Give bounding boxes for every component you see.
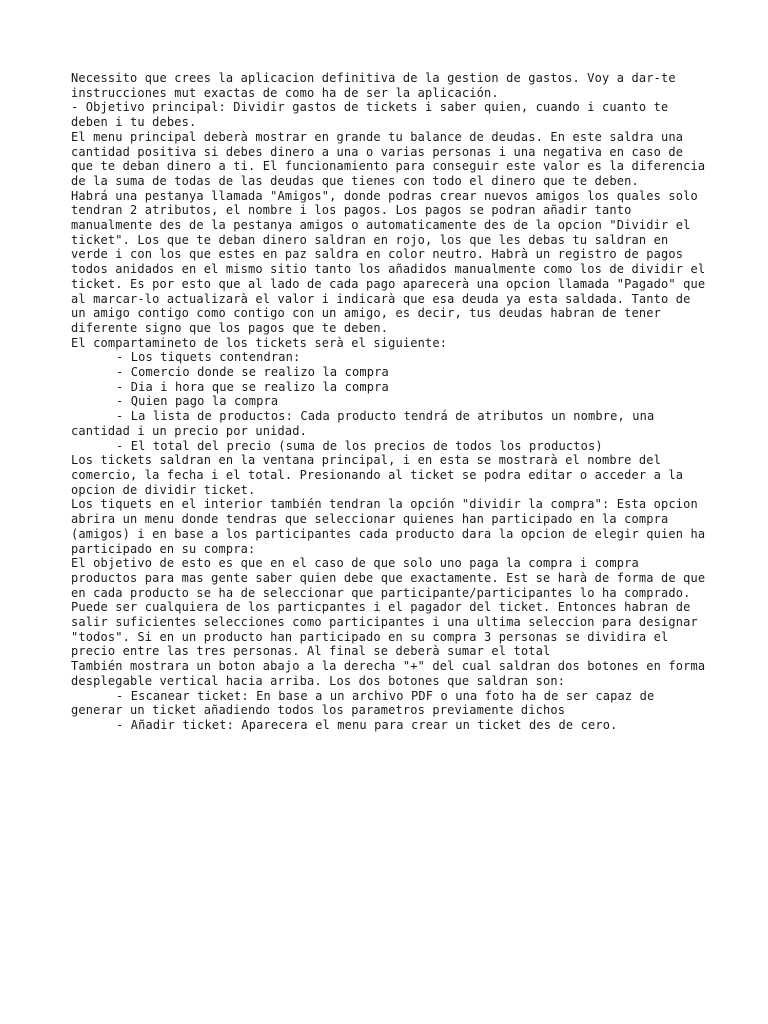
list-item-total: - El total del precio (suma de los precios de todos los productos)	[116, 438, 603, 453]
list-item-products: - La lista de productos: Cada producto tendrá de atributos un nombre, una cantidad i un precio por unidad.	[71, 409, 662, 438]
paragraph-main-window-tickets: Los tickets saldran en la ventana principal, i en esta se mostrarà el nombre del comercio, la fecha i el total. Presionando al ticket se podra editar o acceder a la opcion de dividir ticket.	[71, 453, 691, 497]
list-item-scan-ticket: - Escanear ticket: En base a un archivo PDF o una foto ha de ser capaz de generar un ticket añadiendo todos los parametros previamente dichos	[71, 688, 662, 718]
list-item-store: - Comercio donde se realizo la compra	[116, 365, 389, 380]
paragraph-tickets-behavior: El compartamineto de los tickets serà el siguiente:	[71, 335, 448, 350]
document-page	[71, 71, 711, 733]
paragraph-main-menu: El menu principal deberà mostrar en grande tu balance de deudas. En este saldra una cantidad positiva si debes dinero a una o varias personas i una negativa en caso de que te deban dinero a ti. El funcionamiento para conseguir este valor es la diferencia de la suma de todas de las deudas que tienes con todo el dinero que te deben.	[71, 129, 713, 188]
list-item-add-ticket: - Añadir ticket: Aparecera el menu para crear un ticket des de cero.	[116, 717, 618, 732]
list-item-ticket-contents: - Los tiquets contendran:	[116, 350, 301, 365]
paragraph-friends-tab: Habrá una pestanya llamada "Amigos", donde podras crear nuevos amigos los quales solo tendran 2 atributos, el nombre i los pagos. Los pagos se podran añadir tanto manualmente des de la pestanya amigos o automaticamente des de la opcion "Dividir el ticket". Los que te deban dinero saldran en rojo, los que les debas tu saldran en verde i con los que estes en paz saldra en color neutro. Habrà un registro de pagos todos anidados en el mismo sitio tanto los añadidos manualmente como los de dividir el ticket. Es por esto que al lado de cada pago aparecerà una opcion llamada "Pagado" que al marcar-lo actualizarà el valor i indicarà que esa deuda ya esta saldada. Tanto de un amigo contigo como contigo con un amigo, es decir, tus deudas habran de tener diferente signo que los pagos que te deben.	[71, 188, 713, 335]
paragraph-split-goal: El objetivo de esto es que en el caso de que solo uno paga la compra i compra productos para mas gente saber quien debe que exactamente. Est se harà de forma de que en cada producto se ha de seleccionar que participante/participantes lo ha comprado. Puede ser cualquiera de los particpantes i el pagador del ticket. Entonces habran de salir suficientes selecciones como participantes i una ultima seleccion para designar "todos". Si en un producto han participado en su compra 3 personas se dividira el precio entre las tres personas. Al final se deberà sumar el total	[71, 556, 713, 659]
paragraph-intro: Necessito que crees la aplicacion definitiva de la gestion de gastos. Voy a dar-te instrucciones mut exactas de como ha de ser la aplicación.	[71, 71, 684, 100]
paragraph-objective: - Objetivo principal: Dividir gastos de tickets i saber quien, cuando i cuanto te deben i tu debes.	[71, 100, 676, 130]
list-item-date-time: - Dia i hora que se realizo la compra	[116, 379, 389, 394]
paragraph-split-purchase: Los tiquets en el interior también tendran la opción "dividir la compra": Esta opcion abrira un menu donde tendras que seleccionar quienes han participado en la compra (amigos) i en base a los participantes cada producto dara la opcion de elegir quien ha participado en su compra:	[71, 497, 713, 556]
paragraph-plus-button: También mostrara un boton abajo a la derecha "+" del cual saldran dos botones en forma desplegable vertical hacia arriba. Los dos botones que saldran son:	[71, 659, 713, 688]
list-item-payer: - Quien pago la compra	[116, 394, 279, 409]
